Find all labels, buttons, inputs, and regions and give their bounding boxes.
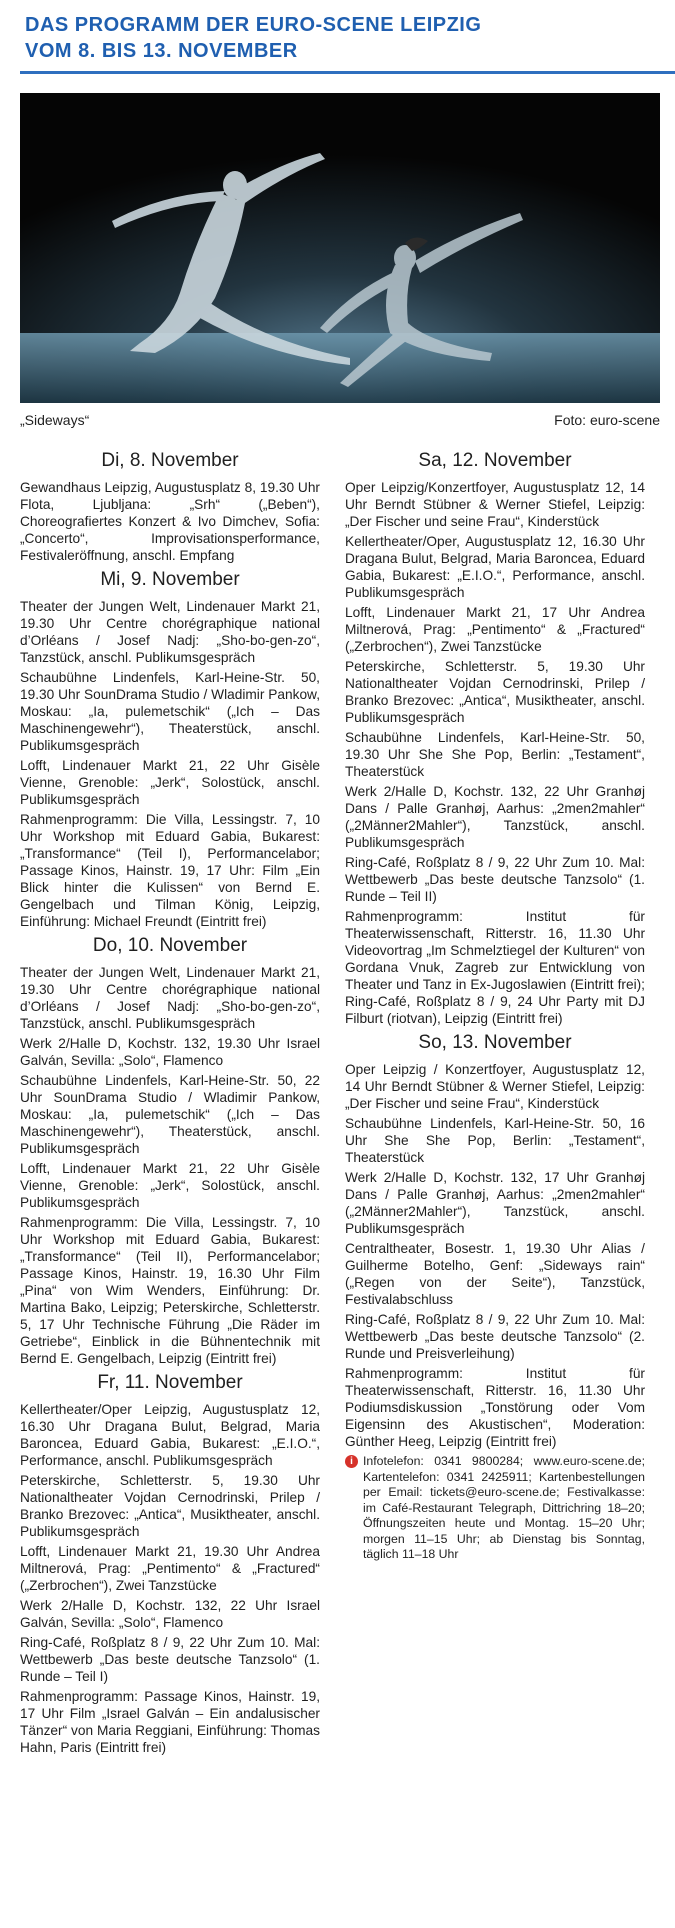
program-entry: Rahmenprogramm: Institut für Theaterwissenschaft, Ritterstr. 16, 11.30 Uhr Videovortrag „Im Schmelztiegel der Kulturen“ von Gordana Vnuk, Zagreb zur Entwicklung von Theater und Tanz in Ex-Jugoslawien (Eintritt frei); Ring-Café, Roßplatz 8 / 9, 24 Uhr Party mit DJ Filburt (riotvan), Leipzig (Eintritt frei) — [345, 909, 645, 1026]
title-line-1: DAS PROGRAMM DER EURO-SCENE LEIPZIG — [25, 14, 482, 36]
program-entry: Ring-Café, Roßplatz 8 / 9, 22 Uhr Zum 10. Mal: Wettbewerb „Das beste deutsche Tanzsolo“ (1. Runde – Teil II) — [345, 855, 645, 904]
program-entry: Kellertheater/Oper, Augustusplatz 12, 16.30 Uhr Dragana Bulut, Belgrad, Maria Baroncea, Eduard Gabia, Bukarest: „E.I.O.“, Performance, anschl. Publikumsgespräch — [345, 534, 645, 600]
program-entry: Peterskirche, Schletterstr. 5, 19.30 Uhr Nationaltheater Vojdan Cernodrinski, Prilep / Branko Brezovec: „Antica“, Musiktheater, anschl. Publikumsgespräch — [20, 1473, 320, 1539]
header — [0, 0, 675, 64]
info-box — [345, 1454, 645, 1563]
left-column — [20, 445, 320, 1759]
program-entry: Schaubühne Lindenfels, Karl-Heine-Str. 50, 19.30 Uhr SounDrama Studio / Wladimir Pankow, Moskau: „Ia, pulemetschik“ („Ich – Das Maschinengewehr“), Theaterstück, anschl. Publikumsgespräch — [20, 670, 320, 753]
program-entry: Ring-Café, Roßplatz 8 / 9, 22 Uhr Zum 10. Mal: Wettbewerb „Das beste deutsche Tanzsolo“ (1. Runde – Teil I) — [20, 1635, 320, 1684]
program-entry: Schaubühne Lindenfels, Karl-Heine-Str. 50, 16 Uhr She She Pop, Berlin: „Testament“, Theaterstück — [345, 1116, 645, 1165]
program-entry: Rahmenprogramm: Passage Kinos, Hainstr. 19, 17 Uhr Film „Israel Galván – Ein andalusischer Tänzer“ von Maria Reggiani, Einführung: Thomas Hahn, Paris (Eintritt frei) — [20, 1689, 320, 1755]
program-entry: Werk 2/Halle D, Kochstr. 132, 19.30 Uhr Israel Galván, Sevilla: „Solo“, Flamenco — [20, 1036, 320, 1068]
title-divider — [20, 71, 675, 74]
day-heading: Fr, 11. November — [97, 1372, 243, 1393]
program-entry: Peterskirche, Schletterstr. 5, 19.30 Uhr Nationaltheater Vojdan Cernodrinski, Prilep / Branko Brezovec: „Antica“, Musiktheater, anschl. Publikumsgespräch — [345, 659, 645, 725]
title-line-2: VOM 8. BIS 13. NOVEMBER — [25, 40, 298, 62]
program-entry: Oper Leipzig / Konzertfoyer, Augustusplatz 12, 14 Uhr Berndt Stübner & Werner Stiefel, Leipzig: „Der Fischer und seine Frau“, Kinderstück — [345, 1062, 645, 1111]
page-title — [25, 12, 655, 64]
day-heading: Mi, 9. November — [100, 569, 240, 590]
program-entry: Ring-Café, Roßplatz 8 / 9, 22 Uhr Zum 10. Mal: Wettbewerb „Das beste deutsche Tanzsolo“ (2. Runde und Preisverleihung) — [345, 1312, 645, 1361]
program-entry: Werk 2/Halle D, Kochstr. 132, 22 Uhr Granhøj Dans / Palle Granhøj, Aarhus: „2men2mahler“ („2Männer2Mahler“), Tanzstück, anschl. Publikumsgespräch — [345, 784, 645, 850]
program-entry: Rahmenprogramm: Die Villa, Lessingstr. 7, 10 Uhr Workshop mit Eduard Gabia, Bukarest: „Transformance“ (Teil I), Performancelabor; Passage Kinos, Hainstr. 19, 17 Uhr: Film „Ein Blick hinter die Kulissen“ von Bernd E. Gengelbach und Tilman König, Leipzig, Einführung: Michael Freundt (Eintritt frei) — [20, 812, 320, 929]
day-heading: Do, 10. November — [92, 935, 248, 956]
program-entry: Centraltheater, Bosestr. 1, 19.30 Uhr Alias / Guilherme Botelho, Genf: „Sideways rain“ („Regen von der Seite“), Tanzstück, Festivalabschluss — [345, 1241, 645, 1307]
program-entry: Schaubühne Lindenfels, Karl-Heine-Str. 50, 22 Uhr SounDrama Studio / Wladimir Pankow, Moskau: „Ia, pulemetschik“ („Ich – Das Maschinengewehr“), Theaterstück, anschl. Publikumsgespräch — [20, 1073, 320, 1156]
day-heading: Di, 8. November — [101, 450, 239, 471]
photo-credit: Foto: euro-scene — [554, 412, 660, 428]
program-entry: Werk 2/Halle D, Kochstr. 132, 17 Uhr Granhøj Dans / Palle Granhøj, Aarhus: „2men2mahler“ („2Männer2Mahler“), Tanzstück, anschl. Publikumsgespräch — [345, 1170, 645, 1236]
right-column — [345, 445, 645, 1563]
program-entry: Oper Leipzig/Konzertfoyer, Augustusplatz 12, 14 Uhr Berndt Stübner & Werner Stiefel, Leipzig: „Der Fischer und seine Frau“, Kinderstück — [345, 480, 645, 529]
day-heading: So, 13. November — [418, 1032, 572, 1053]
dance-photo — [20, 93, 660, 403]
program-entry: Werk 2/Halle D, Kochstr. 132, 22 Uhr Israel Galván, Sevilla: „Solo“, Flamenco — [20, 1598, 320, 1630]
program-entry: Theater der Jungen Welt, Lindenauer Markt 21, 19.30 Uhr Centre chorégraphique national d’Orléans / Josef Nadj: „Sho-bo-gen-zo“, Tanzstück, anschl. Publikumsgespräch — [20, 599, 320, 665]
program-entry: Theater der Jungen Welt, Lindenauer Markt 21, 19.30 Uhr Centre chorégraphique national d’Orléans / Josef Nadj: „Sho-bo-gen-zo“, Tanzstück, anschl. Publikumsgespräch — [20, 965, 320, 1031]
day-heading: Sa, 12. November — [418, 450, 572, 471]
info-text: Infotelefon: 0341 9800284; www.euro-scene.de; Kartentelefon: 0341 2425911; Kartenbestellungen per Email: tickets@euro-scene.de; Festivalkasse: im Café-Restaurant Telegraph, Dittrichring 18–20; Öffnungszeiten heute und Montag. 15–20 Uhr; morgen 11–15 Uhr; ab Dienstag bis Sonntag, täglich 11–18 Uhr — [363, 1454, 645, 1561]
program-entry: Rahmenprogramm: Die Villa, Lessingstr. 7, 10 Uhr Workshop mit Eduard Gabia, Bukarest: „Transformance“ (Teil II), Performancelabor; Passage Kinos, Hainstr. 19, 16.30 Uhr Film „Pina“ von Wim Wenders, Einführung: Dr. Martina Bako, Leipzig; Peterskirche, Schletterstr. 5, 17 Uhr Technische Führung „Die Räder im Getriebe“, Einblick in die Bühnentechnik mit Bernd E. Gengelbach, Leipzig (Eintritt frei) — [20, 1215, 320, 1366]
program-entry: Lofft, Lindenauer Markt 21, 19.30 Uhr Andrea Miltnerová, Prag: „Pentimento“ & „Fractured“ („Zerbrochen“), Zwei Tanzstücke — [20, 1544, 320, 1593]
program-entry: Rahmenprogramm: Institut für Theaterwissenschaft, Ritterstr. 16, 11.30 Uhr Podiumsdiskussion „Tonstörung oder Vom Eigensinn des Akustischen“, Moderation: Günther Heeg, Leipzig (Eintritt frei) — [345, 1366, 645, 1449]
info-icon: i — [345, 1455, 358, 1468]
photo-caption: „Sideways“ — [20, 412, 90, 428]
program-entry: Kellertheater/Oper Leipzig, Augustusplatz 12, 16.30 Uhr Dragana Bulut, Belgrad, Maria Baroncea, Eduard Gabia, Bukarest: „E.I.O.“, Performance, anschl. Publikumsgespräch — [20, 1402, 320, 1468]
program-entry: Gewandhaus Leipzig, Augustusplatz 8, 19.30 Uhr Flota, Ljubljana: „Srh“ („Beben“), Choreografiertes Konzert & Ivo Dimchev, Sofia: „Concerto“, Improvisationsperformance, Festivaleröffnung, anschl. Empfang — [20, 480, 320, 563]
program-entry: Lofft, Lindenauer Markt 21, 22 Uhr Gisèle Vienne, Grenoble: „Jerk“, Solostück, anschl. Publikumsgespräch — [20, 1161, 320, 1210]
program-entry: Schaubühne Lindenfels, Karl-Heine-Str. 50, 19.30 Uhr She She Pop, Berlin: „Testament“, Theaterstück — [345, 730, 645, 779]
program-entry: Lofft, Lindenauer Markt 21, 17 Uhr Andrea Miltnerová, Prag: „Pentimento“ & „Fractured“ („Zerbrochen“), Zwei Tanzstücke — [345, 605, 645, 654]
program-entry: Lofft, Lindenauer Markt 21, 22 Uhr Gisèle Vienne, Grenoble: „Jerk“, Solostück, anschl. Publikumsgespräch — [20, 758, 320, 807]
